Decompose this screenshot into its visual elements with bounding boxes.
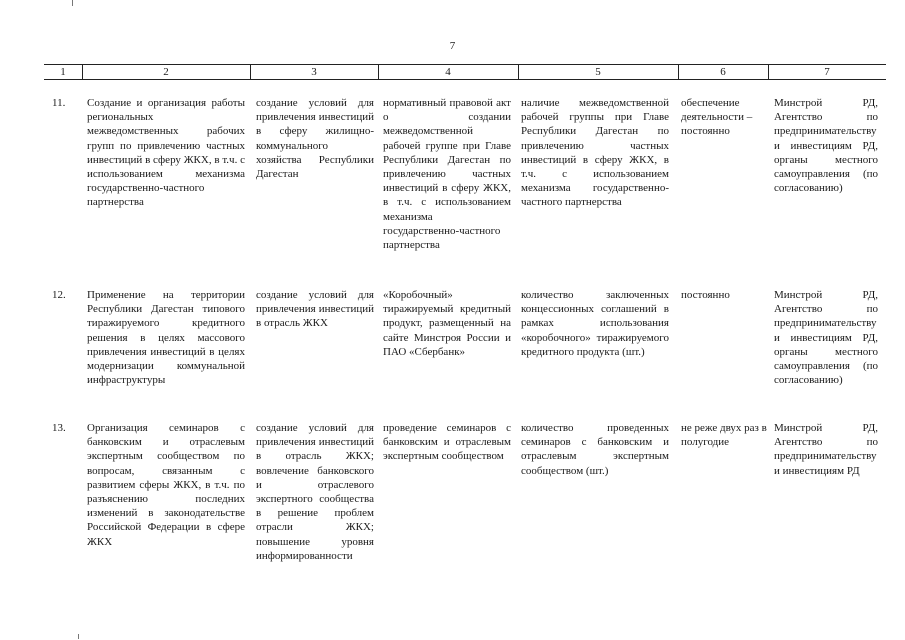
scan-mark <box>78 634 79 639</box>
measure-cell: Организация семинаров с банковским и отраслевым экспертным сообществом по вопросам, связанным с развитием сферы ЖКХ, в т.ч. по разъяснению последних изменений в законодательстве Российской Федерации в сфере ЖКХ <box>87 422 245 548</box>
term-cell: обеспечение деятельности – постоянно <box>681 97 753 138</box>
column-number: 3 <box>311 66 317 78</box>
measure-cell: Создание и организация работы региональных межведомственных рабочих групп по привлечению частных инвестиций в сферу ЖКХ, в т.ч. с использованием механизма государственно-частного партнерства <box>87 97 245 209</box>
scan-mark <box>72 0 73 6</box>
responsible-cell: Минстрой РД, Агентство по предпринимательству и инвестициям РД, органы местного самоуправления (по согласованию) <box>774 289 878 387</box>
indicator-cell: наличие межведомственной рабочей группы при Главе Республики Дагестан по привлечению частных инвестиций в сферу ЖКХ, в т.ч. с использованием механизма государственно-частного партнерства <box>521 97 669 209</box>
result-cell: проведение семинаров с банковским и отраслевым экспертным сообществом <box>383 422 511 463</box>
column-number: 4 <box>445 66 451 78</box>
row-number: 13. <box>52 422 66 434</box>
goal-cell: создание условий для привлечения инвестиций в сферу жилищно-коммунального хозяйства Республики Дагестан <box>256 97 374 181</box>
column-number: 7 <box>824 66 830 78</box>
term-cell: постоянно <box>681 289 730 301</box>
row-number: 12. <box>52 289 66 301</box>
table-header <box>44 64 886 80</box>
term-cell: не реже двух раз в полугодие <box>681 422 767 449</box>
indicator-cell: количество проведенных семинаров с банковским и отраслевым экспертным сообществом (шт.) <box>521 422 669 477</box>
measure-cell: Применение на территории Республики Дагестан типового тиражируемого кредитного решения в целях массового привлечения инвестиций в целях модернизации коммунальной инфраструктуры <box>87 289 245 387</box>
goal-cell: создание условий для привлечения инвестиций в отрасль ЖКХ; вовлечение банковского и отраслевого экспертного сообщества в решение проблем отрасли ЖКХ; повышение уровня информированности <box>256 422 374 562</box>
responsible-cell: Минстрой РД, Агентство по предпринимательству и инвестициям РД <box>774 422 878 477</box>
column-number: 2 <box>163 66 169 78</box>
column-number: 5 <box>595 66 601 78</box>
responsible-cell: Минстрой РД, Агентство по предпринимательству и инвестициям РД, органы местного самоуправления (по согласованию) <box>774 97 878 195</box>
column-number: 1 <box>60 66 66 78</box>
page-number: 7 <box>449 40 456 52</box>
goal-cell: создание условий для привлечения инвестиций в отрасль ЖКХ <box>256 289 374 330</box>
column-number: 6 <box>720 66 726 78</box>
indicator-cell: количество заключенных концессионных соглашений в рамках использования «коробочного» тиражируемого кредитного продукта (шт.) <box>521 289 669 358</box>
result-cell: «Коробочный» тиражируемый кредитный продукт, размещенный на сайте Минстроя России и ПАО «Сбербанк» <box>383 289 511 358</box>
result-cell: нормативный правовой акт о создании межведомственной рабочей группе при Главе Республики Дагестан по привлечению частных инвестиций в сферу ЖКХ, в т.ч. с использованием механизма государственно-частного партнерства <box>383 97 511 252</box>
row-number: 11. <box>52 97 66 109</box>
